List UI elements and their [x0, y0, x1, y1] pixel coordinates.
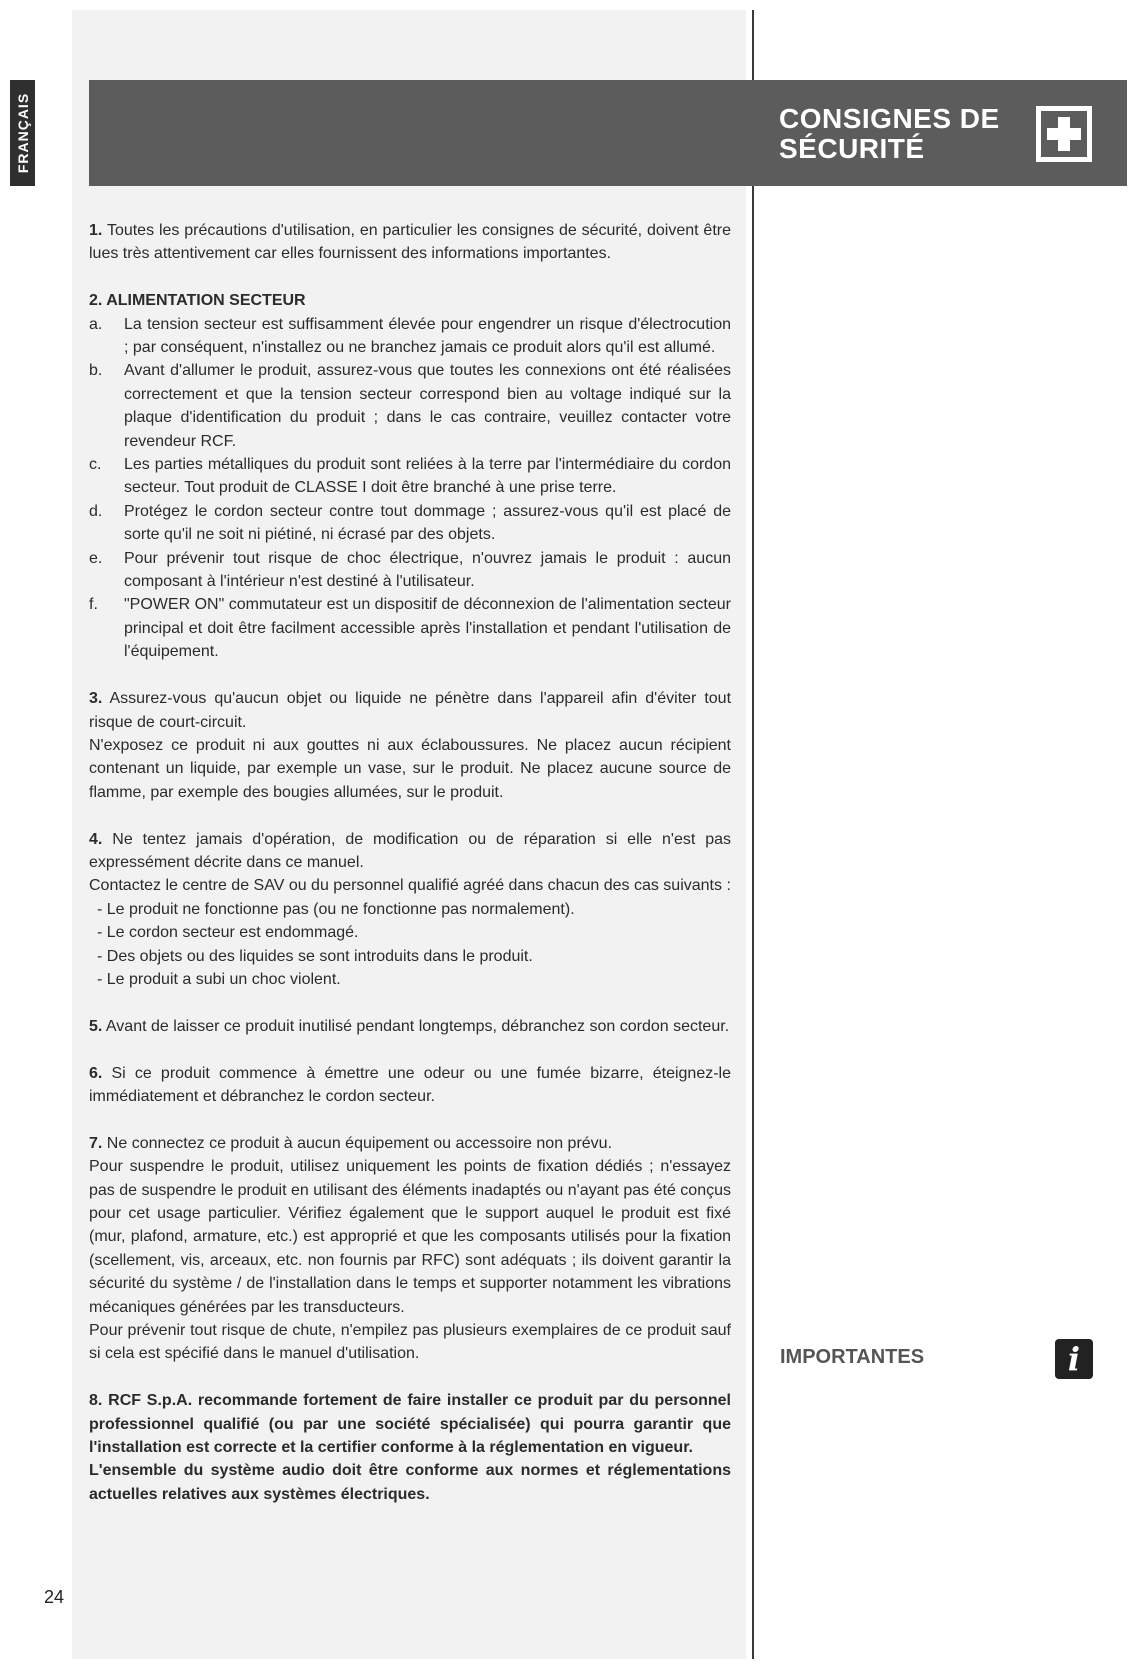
section-1	[89, 219, 731, 266]
section-8-text2: L'ensemble du système audio doit être conforme aux normes et réglementations actuelles relatives aux systèmes électriques.	[89, 1462, 731, 1503]
section-7-text3: Pour prévenir tout risque de chute, n'empilez pas plusieurs exemplaires de ce produit sauf si cela est spécifié dans le manuel d'utilisation.	[89, 1322, 731, 1363]
first-aid-cross-icon	[1036, 106, 1092, 162]
section-4-text2: Contactez le centre de SAV ou du personnel qualifié agréé dans chacun des cas suivants :	[89, 877, 731, 895]
important-label: IMPORTANTES	[780, 1346, 925, 1368]
section-6: 6. Si ce produit commence à émettre une odeur ou une fumée bizarre, éteignez-le immédiatement et débranchez le cordon secteur.	[89, 1064, 731, 1105]
page-title-line1: CONSIGNES DE	[779, 103, 1000, 134]
column-divider	[752, 10, 754, 1659]
list-item: - Le produit ne fonctionne pas (ou ne fonctionne pas normalement).	[97, 900, 575, 918]
section-3: 3. Assurez-vous qu'aucun objet ou liquide ne pénètre dans l'appareil afin d'éviter tout risque de court-circuit.	[89, 690, 732, 731]
safety-content	[89, 219, 731, 1506]
section-7-text2: Pour suspendre le produit, utilisez uniquement les points de fixation dédiés ; n'essayez pas de suspendre le produit en utilisant des éléments inadaptés ou n'ayant pas été conçus pour cet usage particulier. Vérifiez également que le support auquel le produit est fixé (mur, plafond, armature, etc.) est approprié et que les composants utilisés pour la fixation (scellement, vis, arceaux, etc. non fournis par RFC) sont adéquats ; ils doivent garantir la sécurité du système / de l'installation dans le temps et supporter notamment les vibrations mécaniques générées par les transducteurs.	[89, 1158, 731, 1316]
language-label: FRANÇAIS	[14, 92, 31, 174]
section-5: 5. Avant de laisser ce produit inutilisé pendant longtemps, débranchez son cordon secteur.	[89, 1017, 730, 1035]
list-item: - Le produit a subi un choc violent.	[97, 970, 341, 988]
section-4: 4. Ne tentez jamais d'opération, de modification ou de réparation si elle n'est pas expressément décrite dans ce manuel.	[89, 830, 731, 871]
page-number: 24	[44, 1587, 65, 1607]
list-item: b. Avant d'allumer le produit, assurez-vous que toutes les connexions ont été réalisées correctement et que la tension secteur correspond bien au voltage indiqué sur la plaque d'identification du produit ; dans le cas contraire, veuillez contacter votre revendeur RCF.	[89, 362, 731, 450]
language-tab	[10, 80, 35, 186]
list-item: f. "POWER ON" commutateur est un dispositif de déconnexion de l'alimentation secteur principal et doit être facilment accessible après l'installation et pendant l'utilisation de l'équipement.	[89, 596, 731, 661]
list-item: c. Les parties métalliques du produit sont reliées à la terre par l'intermédiaire du cordon secteur. Tout produit de CLASSE I doit être branché à une prise terre.	[89, 456, 731, 497]
header-banner	[89, 80, 1127, 186]
section-2-title: 2. ALIMENTATION SECTEUR	[89, 292, 306, 310]
section-8: 8. RCF S.p.A. recommande fortement de faire installer ce produit par du personnel professionnel qualifié (ou par une société spécialisée) qui pourra garantir que l'installation est correcte et la certifier conforme à la réglementation en vigueur.	[89, 1392, 731, 1457]
page-title	[779, 104, 1000, 164]
list-item: - Des objets ou des liquides se sont introduits dans le produit.	[97, 947, 533, 965]
list-item: d. Protégez le cordon secteur contre tout dommage ; assurez-vous qu'il est placé de sorte qu'il ne soit ni piétiné, ni écrasé par des objets.	[89, 502, 731, 544]
info-icon: i	[1055, 1339, 1093, 1379]
section-1-text: Toutes les précautions d'utilisation, en particulier les consignes de sécurité, doivent être lues très attentivement car elles fournissent des informations importantes.	[89, 222, 732, 263]
list-item: - Le cordon secteur est endommagé.	[97, 924, 359, 942]
section-7: 7. Ne connectez ce produit à aucun équipement ou accessoire non prévu.	[89, 1134, 613, 1152]
section-3-text2: N'exposez ce produit ni aux gouttes ni aux éclaboussures. Ne placez aucun récipient contenant un liquide, par exemple un vase, sur le produit. Ne placez aucune source de flamme, par exemple des bougies allumées, sur le produit.	[89, 736, 731, 801]
list-item: a. La tension secteur est suffisamment élevée pour engendrer un risque d'électrocution ; par conséquent, n'installez ou ne branchez jamais ce produit alors qu'il est allumé.	[89, 315, 731, 357]
list-item: e. Pour prévenir tout risque de choc électrique, n'ouvrez jamais le produit : aucun composant à l'intérieur n'est destiné à l'utilisateur.	[89, 549, 731, 591]
page-title-line2: SÉCURITÉ	[779, 133, 925, 164]
section-1-number: 1.	[89, 222, 103, 239]
